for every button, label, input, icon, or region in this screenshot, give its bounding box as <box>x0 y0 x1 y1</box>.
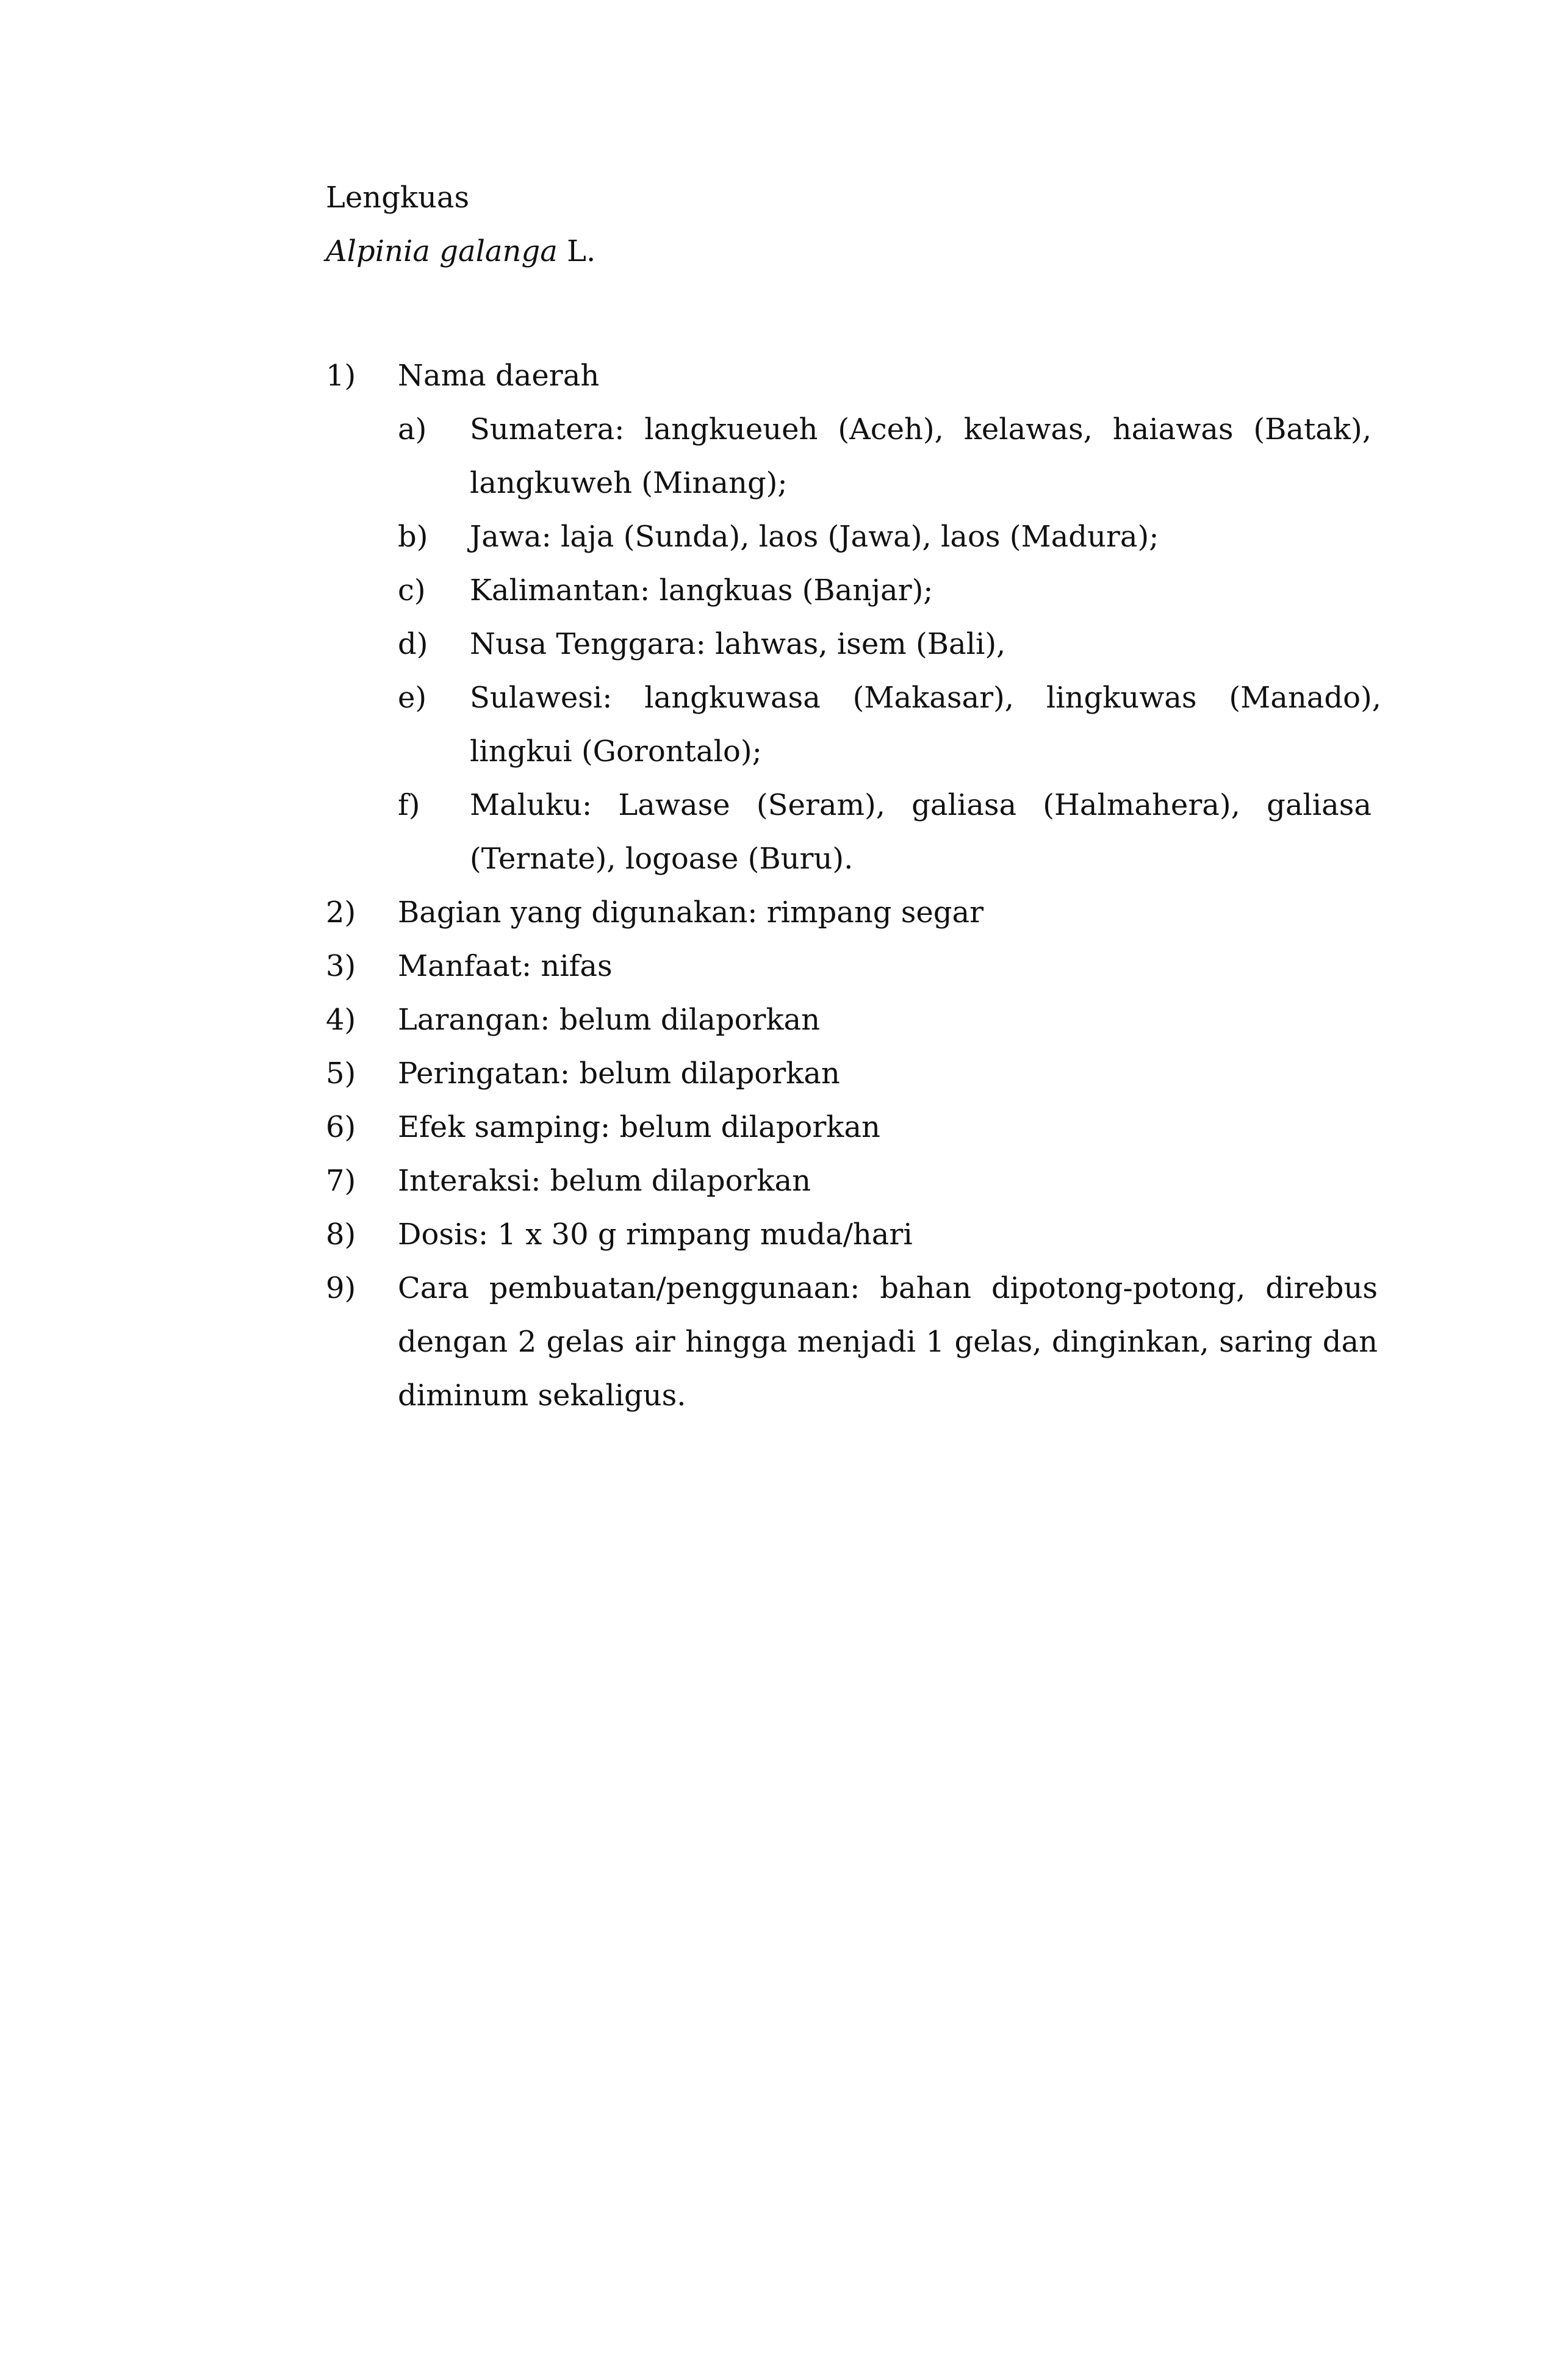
list-number-6: 6) <box>326 1110 356 1144</box>
plant-common-name: Lengkuas <box>326 181 470 215</box>
plant-scientific-name <box>326 233 595 270</box>
sublist-letter-a: a) <box>398 412 427 446</box>
sublist-e-line2: lingkui (Gorontalo); <box>470 734 762 769</box>
list-item-9-line1: Cara pembuatan/penggunaan: bahan dipotong-potong, direbus <box>398 1271 1378 1305</box>
list-item-1-text: Nama daerah <box>398 359 600 393</box>
sublist-a-line1: Sumatera: langkueueh (Aceh), kelawas, haiawas (Batak), <box>470 412 1372 446</box>
sublist-d-text: Nusa Tenggara: lahwas, isem (Bali), <box>470 627 1006 661</box>
sublist-letter-c: c) <box>398 573 426 608</box>
sublist-b-text: Jawa: laja (Sunda), laos (Jawa), laos (Madura); <box>470 520 1159 554</box>
list-item-5-text: Peringatan: belum dilaporkan <box>398 1056 840 1091</box>
list-item-2-text: Bagian yang digunakan: rimpang segar <box>398 895 984 930</box>
sublist-letter-d: d) <box>398 627 428 661</box>
list-number-5: 5) <box>326 1056 356 1091</box>
list-number-4: 4) <box>326 1003 356 1037</box>
sublist-f-line1: Maluku: Lawase (Seram), galiasa (Halmahera), galiasa <box>470 788 1372 822</box>
list-number-1: 1) <box>326 359 356 393</box>
scientific-genus-species: Alpinia galanga <box>326 234 558 268</box>
sublist-c-text: Kalimantan: langkuas (Banjar); <box>470 573 933 608</box>
list-item-9-line2: dengan 2 gelas air hingga menjadi 1 gelas, dinginkan, saring dan <box>398 1325 1378 1359</box>
list-number-2: 2) <box>326 895 356 930</box>
sublist-letter-b: b) <box>398 520 428 554</box>
list-item-9-line3: diminum sekaligus. <box>398 1378 686 1413</box>
list-number-7: 7) <box>326 1164 356 1198</box>
list-item-6-text: Efek samping: belum dilaporkan <box>398 1110 880 1144</box>
list-item-4-text: Larangan: belum dilaporkan <box>398 1003 821 1037</box>
sublist-letter-e: e) <box>398 681 427 715</box>
sublist-letter-f: f) <box>398 788 420 822</box>
scientific-author: L. <box>567 234 596 268</box>
list-number-9: 9) <box>326 1271 356 1305</box>
list-item-7-text: Interaksi: belum dilaporkan <box>398 1164 811 1198</box>
sublist-f-line2: (Ternate), logoase (Buru). <box>470 842 854 876</box>
list-number-3: 3) <box>326 949 356 983</box>
sublist-e-line1: Sulawesi: langkuwasa (Makasar), lingkuwas (Manado), <box>470 681 1381 715</box>
list-item-8-text: Dosis: 1 x 30 g rimpang muda/hari <box>398 1217 913 1252</box>
sublist-a-line2: langkuweh (Minang); <box>470 466 788 500</box>
list-number-8: 8) <box>326 1217 356 1252</box>
list-item-3-text: Manfaat: nifas <box>398 949 613 983</box>
